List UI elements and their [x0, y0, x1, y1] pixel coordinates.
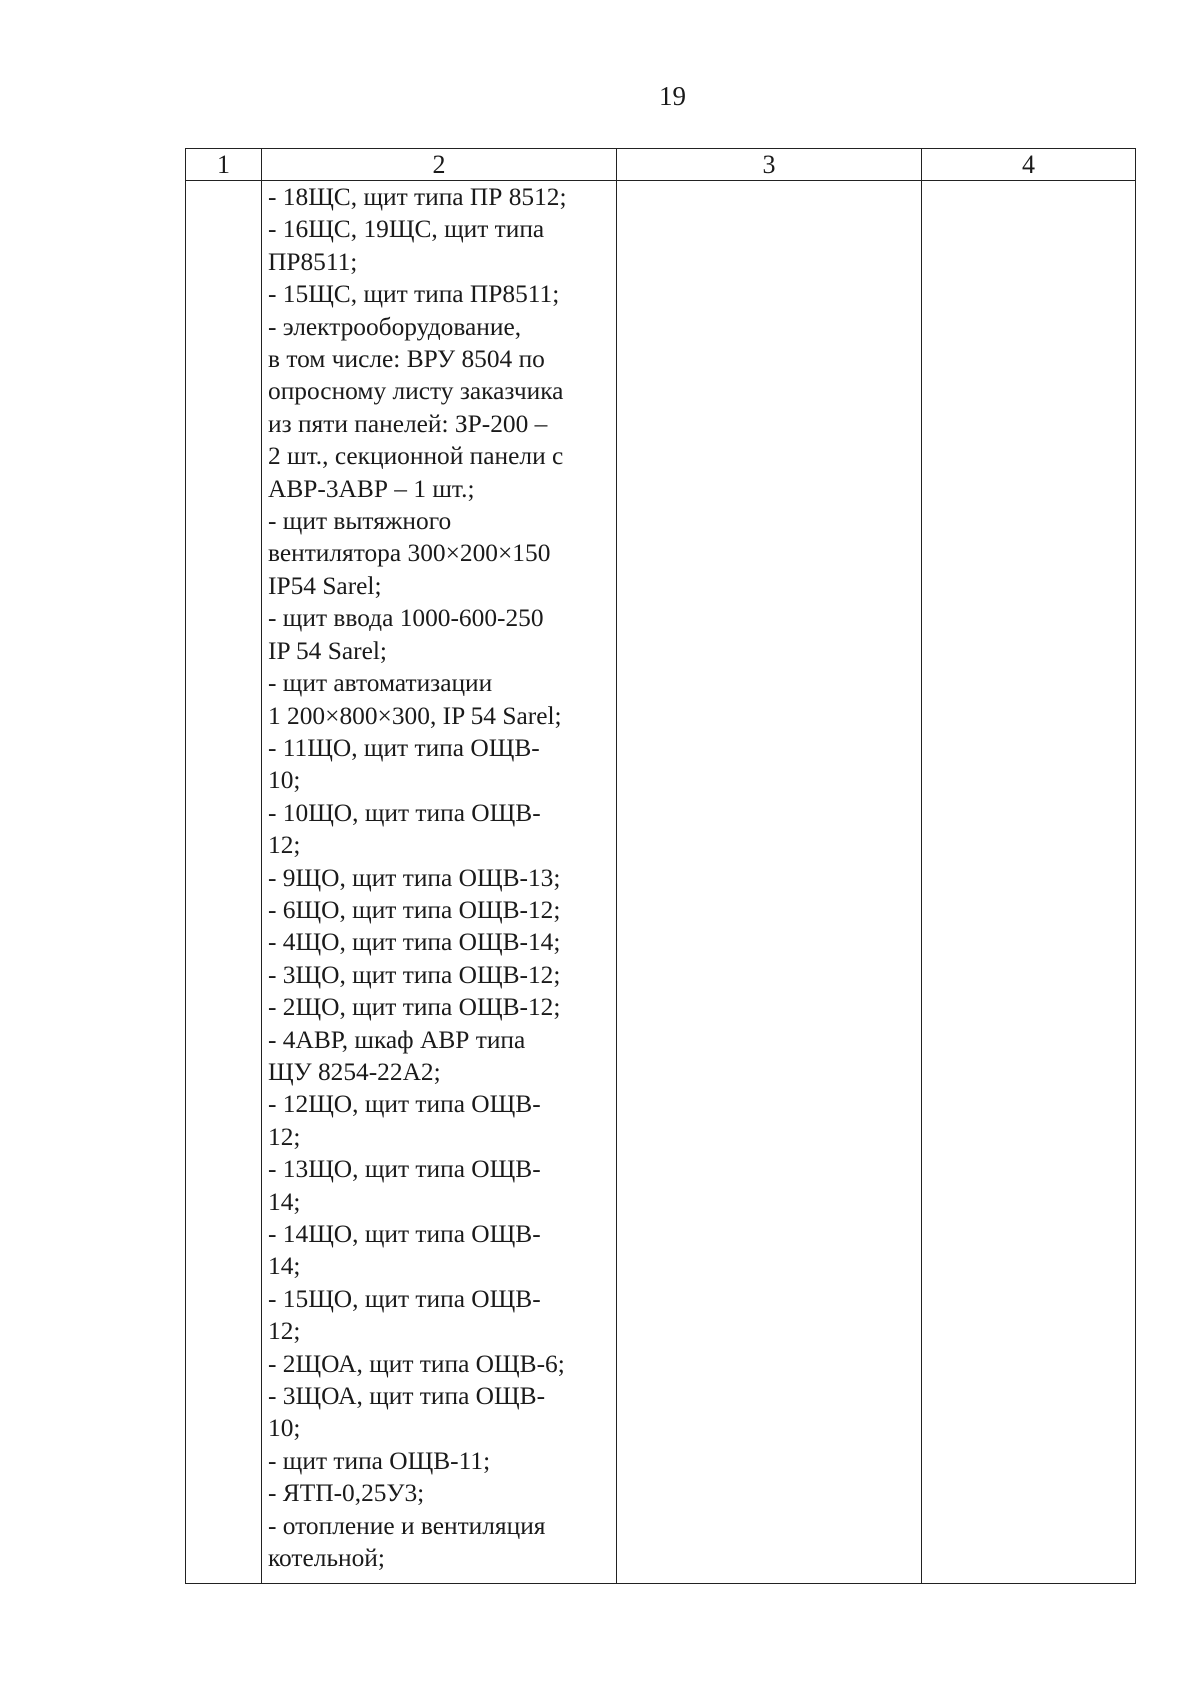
list-item: IP 54 Sarel; [268, 636, 387, 665]
list-item: - ЯТП-0,25У3; [268, 1479, 425, 1508]
list-item: АВР-3АВР – 1 шт.; [268, 474, 475, 503]
list-item: - 14ЩО, щит типа ОЩВ- [268, 1220, 541, 1248]
list-item: 10; [268, 766, 301, 795]
list-item: 14; [268, 1252, 301, 1281]
cell-col-1 [186, 181, 262, 1584]
list-item: из пяти панелей: ЗР-200 – [268, 409, 548, 438]
list-item: опросному листу заказчика [268, 377, 564, 406]
list-item: - электрооборудование, [268, 312, 522, 341]
equipment-list [262, 181, 616, 1574]
list-item: 12; [268, 1122, 301, 1151]
table-body [186, 181, 1136, 1584]
list-item: - щит типа ОЩВ-11; [268, 1446, 491, 1475]
list-item: - 16ЩС, 19ЩС, щит типа [268, 215, 545, 244]
list-item: - отопление и вентиляция [268, 1511, 546, 1540]
list-item: - 2ЩОА, щит типа ОЩВ-6; [268, 1349, 565, 1378]
list-item: ПР8511; [268, 247, 358, 276]
list-item: - 10ЩО, щит типа ОЩВ- [268, 798, 541, 827]
header-col-3: 3 [617, 149, 922, 181]
cell-col-2 [262, 181, 617, 1584]
list-item: - 12ЩО, щит типа ОЩВ- [268, 1090, 541, 1119]
list-item: - 15ЩО, щит типа ОЩВ- [268, 1284, 541, 1313]
list-item: 12; [268, 1317, 301, 1346]
list-item: - 3ЩОА, щит типа ОЩВ- [268, 1382, 546, 1411]
list-item: - 4АВР, шкаф АВР типа [268, 1025, 526, 1054]
page-number: 19 [659, 81, 686, 111]
list-item: IP54 Sarel; [268, 571, 382, 600]
list-item: 14; [268, 1187, 301, 1216]
list-item: котельной; [268, 1544, 385, 1573]
list-item: 12; [268, 831, 301, 860]
list-item: 10; [268, 1414, 301, 1443]
list-item: - 13ЩО, щит типа ОЩВ- [268, 1155, 541, 1184]
list-item: - щит ввода 1000-600-250 [268, 604, 544, 633]
list-item: - 4ЩО, щит типа ОЩВ-14; [268, 928, 561, 957]
equipment-table [185, 148, 1136, 1584]
cell-col-4 [922, 181, 1136, 1584]
list-item: - щит автоматизации [268, 669, 493, 698]
list-item: - 6ЩО, щит типа ОЩВ-12; [268, 895, 561, 924]
list-item: вентилятора 300×200×150 [268, 539, 551, 568]
header-row [186, 149, 1136, 181]
list-item: - 11ЩО, щит типа ОЩВ- [268, 733, 540, 762]
list-item: в том числе: ВРУ 8504 по [268, 345, 545, 374]
list-item: - 9ЩО, щит типа ОЩВ-13; [268, 863, 561, 892]
table-header [186, 149, 1136, 181]
header-col-1: 1 [186, 149, 262, 181]
list-item: - щит вытяжного [268, 507, 452, 536]
header-col-4: 4 [922, 149, 1136, 181]
list-item: - 15ЩС, щит типа ПР8511; [268, 280, 560, 309]
list-item: 1 200×800×300, IP 54 Sarel; [268, 701, 562, 730]
table-row [186, 181, 1136, 1584]
cell-col-3 [617, 181, 922, 1584]
list-item: 2 шт., секционной панели с [268, 442, 564, 471]
list-item: - 2ЩО, щит типа ОЩВ-12; [268, 993, 561, 1022]
header-col-2: 2 [262, 149, 617, 181]
list-item: - 18ЩС, щит типа ПР 8512; [268, 183, 567, 211]
list-item: - 3ЩО, щит типа ОЩВ-12; [268, 960, 561, 989]
list-item: ЩУ 8254-22А2; [268, 1057, 441, 1086]
